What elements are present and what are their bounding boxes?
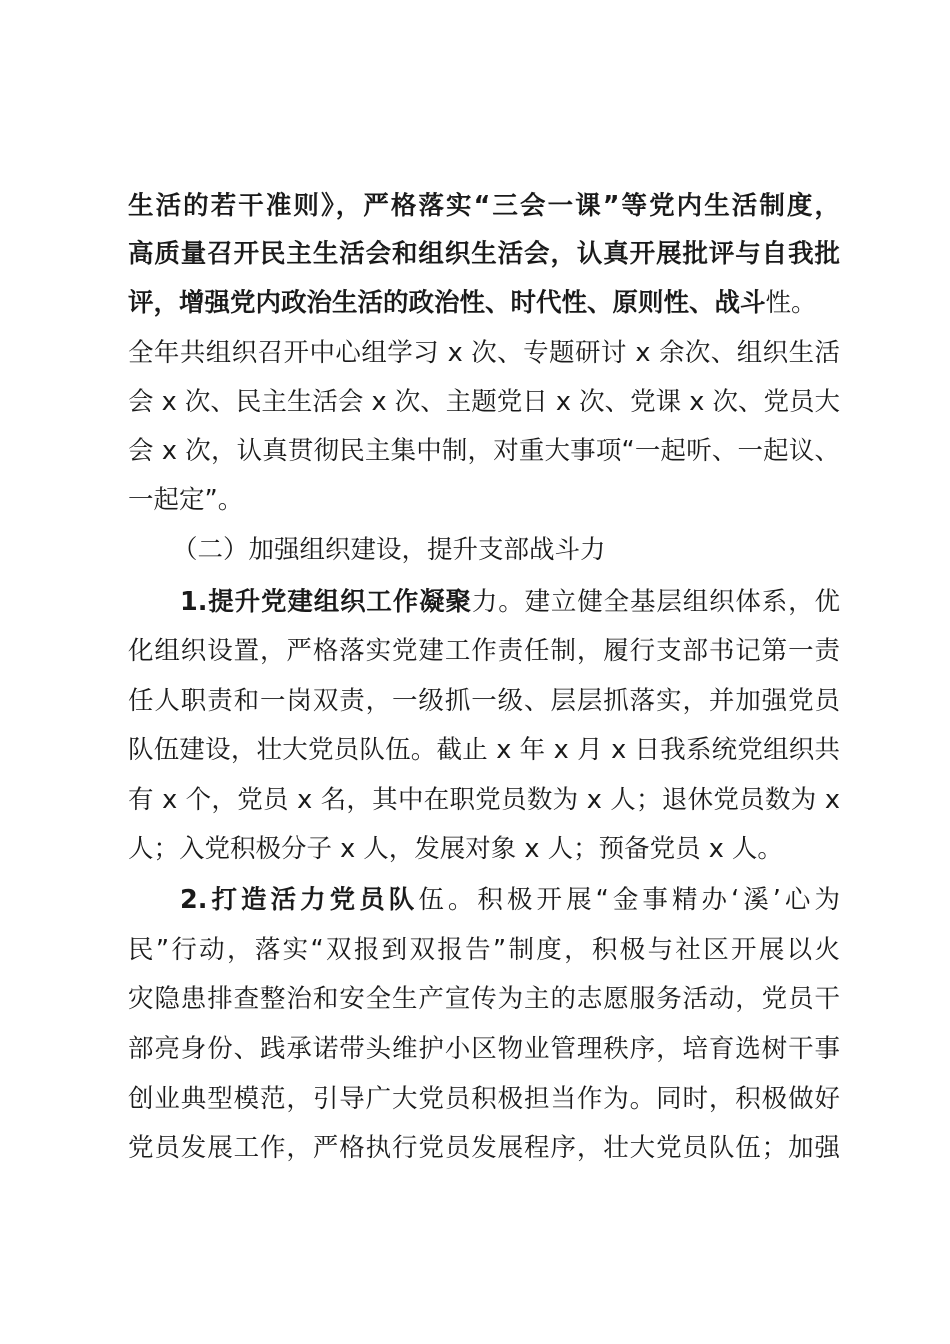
item2-line1 [180, 876, 840, 924]
paragraph1-line3-bold: 评，增强党内政治生活的政治性、时代性、原则性、战斗 [128, 288, 766, 318]
paragraph1-line1: 生活的若干准则》，严格落实“三会一课”等党内生活制度， [128, 191, 840, 221]
item1-line2: 化组织设置，严格落实党建工作责任制，履行支部书记第一责 [128, 636, 840, 666]
paragraph1-line4: 全年共组织召开中心组学习 x 次、专题研讨 x 余次、组织生活 [128, 338, 840, 368]
item2-line6: 党员发展工作，严格执行党员发展程序，壮大党员队伍；加强 [128, 1133, 840, 1163]
item1-line6: 人；入党积极分子 x 人，发展对象 x 人；预备党员 x 人。 [128, 834, 783, 864]
paragraph1-line7: 一起定”。 [128, 485, 244, 515]
item1-line1 [180, 578, 840, 626]
paragraph1-line3-rest: 性。 [765, 288, 817, 318]
item1-line3: 任人职责和一岗双责，一级抓一级、层层抓落实，并加强党员 [128, 686, 840, 716]
item2-line4: 部亮身份、践承诺带头维护小区物业管理秩序，培育选树干事 [128, 1034, 840, 1064]
item2-title: 2.打造活力党员队 [180, 885, 419, 915]
item2-line5: 创业典型模范，引导广大党员积极担当作为。同时，积极做好 [128, 1084, 840, 1114]
paragraph1-line6: 会 x 次，认真贯彻民主集中制，对重大事项“一起听、一起议、 [128, 436, 840, 466]
item1-line5: 有 x 个，党员 x 名，其中在职党员数为 x 人；退休党员数为 x [128, 785, 840, 815]
section-heading: （二）加强组织建设，提升支部战斗力 [172, 535, 606, 565]
paragraph1-line3 [128, 279, 840, 327]
paragraph1-line5: 会 x 次、民主生活会 x 次、主题党日 x 次、党课 x 次、党员大 [128, 387, 840, 417]
item1-line4: 队伍建设，壮大党员队伍。截止 x 年 x 月 x 日我系统党组织共 [128, 735, 840, 765]
paragraph1-line2: 高质量召开民主生活会和组织生活会，认真开展批评与自我批 [128, 239, 840, 269]
item2-line3: 灾隐患排查整治和安全生产宣传为主的志愿服务活动，党员干 [128, 984, 840, 1014]
item1-line1-rest: 力。建立健全基层组织体系，优 [471, 587, 840, 617]
item2-line2: 民”行动，落实“双报到双报告”制度，积极与社区开展以火 [128, 935, 840, 965]
item2-line1-rest: 伍。积极开展“金事精办‘溪’心为 [418, 885, 840, 915]
item1-title: 1.提升党建组织工作凝聚 [180, 587, 472, 617]
